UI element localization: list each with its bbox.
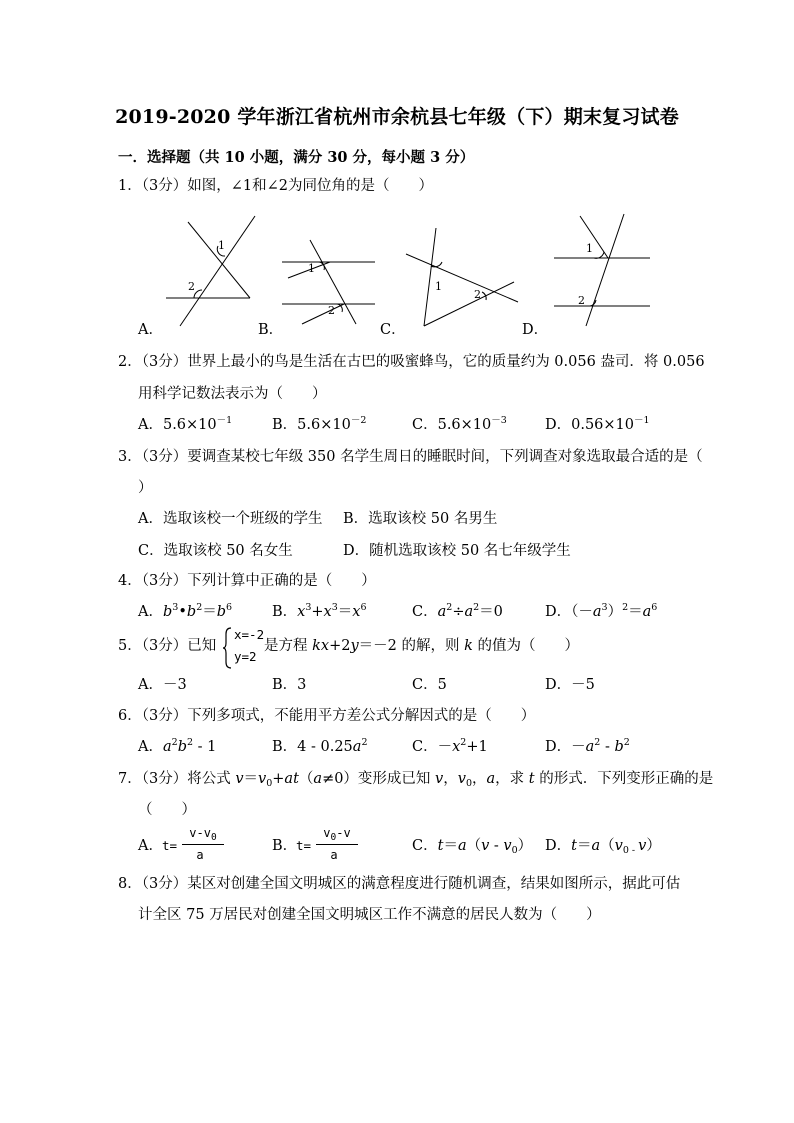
question-7-option-b-denominator: a bbox=[330, 848, 338, 862]
question-7-option-c: C．$t=a(v - v_0)$ bbox=[412, 838, 533, 856]
question-1-text: 1．（3分）如图，∠1和∠2为同位角的是（ ） bbox=[118, 178, 433, 194]
angle-label-2: 2 bbox=[188, 280, 195, 293]
question-5-option-d: D．－5 bbox=[545, 677, 595, 693]
question-8-line-2: 计全区 75 万居民对创建全国文明城区工作不满意的居民人数为（ ） bbox=[138, 907, 601, 923]
question-5-option-a: A．－3 bbox=[138, 677, 187, 693]
equation-system-brace bbox=[222, 626, 232, 670]
angle-label-1: 1 bbox=[218, 239, 225, 252]
question-6-option-b: B．$4 - 0.25a^2$ bbox=[272, 737, 368, 755]
question-7-option-a-lhs: t= bbox=[162, 838, 178, 853]
question-5-text: 是方程 kx+2y＝－2 的解，则 k 的值为（ ） bbox=[264, 638, 580, 654]
angle-label-1: 1 bbox=[308, 262, 315, 275]
question-4-option-d: D．$(-a^3)^2=a^6$ bbox=[545, 602, 658, 620]
question-7-option-a-label: A． bbox=[138, 838, 163, 854]
question-6-text: 6．（3分）下列多项式，不能用平方差公式分解因式的是（ ） bbox=[118, 708, 536, 724]
figure-b bbox=[282, 240, 375, 324]
question-7-option-a-fraction-bar bbox=[182, 844, 224, 845]
question-6-option-a: A．$a^2b^2 - 1$ bbox=[138, 737, 217, 755]
question-6-option-d: D．$-a^2 - b^2$ bbox=[545, 737, 630, 755]
question-4-option-b: B．$x^3+x^3=x^6$ bbox=[272, 602, 367, 620]
figure-label-a: A． bbox=[138, 322, 163, 338]
question-7-option-b-label: B． bbox=[272, 838, 298, 854]
question-7-option-d: D．$t=a(v_{0 -}$ v） bbox=[545, 838, 661, 856]
exam-title: 2019-2020 学年浙江省杭州市余杭县七年级（下）期末复习试卷 bbox=[115, 106, 679, 128]
question-3-option-b: B．选取该校 50 名男生 bbox=[343, 511, 498, 527]
figure-d bbox=[554, 214, 650, 326]
question-5-option-c: C．5 bbox=[412, 677, 447, 693]
angle-label-1: 1 bbox=[435, 280, 442, 293]
angle-label-2: 2 bbox=[578, 294, 585, 307]
equation-system-line-2: y=2 bbox=[234, 649, 257, 664]
question-3-option-c: C．选取该校 50 名女生 bbox=[138, 543, 293, 559]
question-7-line-2: （ ） bbox=[138, 802, 196, 818]
question-4-option-c: C．$a^2\div a^2=0$ bbox=[412, 602, 503, 620]
angle-label-2: 2 bbox=[474, 288, 481, 301]
angle-label-1: 1 bbox=[586, 242, 593, 255]
figure-label-d: D． bbox=[522, 322, 549, 338]
question-3-option-d: D．随机选取该校 50 名七年级学生 bbox=[343, 543, 571, 559]
question-4-text: 4．（3分）下列计算中正确的是（ ） bbox=[118, 573, 376, 589]
question-6-option-c: C．$-x^2+1$ bbox=[412, 737, 488, 755]
question-7-line-1: 7．（3分）将公式 $v=v_0+at(a\ne 0)$变形成已知 v，$v_0$，a，求 t 的形式．下列变形正确的是 bbox=[118, 771, 714, 789]
question-7-option-a-denominator: a bbox=[196, 848, 204, 862]
angle-label-2: 2 bbox=[328, 304, 335, 317]
question-8-line-1: 8．（3分）某区对创建全国文明城区的满意程度进行随机调查，结果如图所示，据此可估 bbox=[118, 876, 681, 892]
equation-system-line-1: x=-2 bbox=[234, 627, 265, 642]
section-heading: 一．选择题（共 10 小题，满分 30 分，每小题 3 分） bbox=[118, 149, 475, 166]
question-2-option-c: C．$5.6\times 10^{-3}$ bbox=[412, 415, 507, 433]
question-7-option-a-numerator: $v-v_0$ bbox=[189, 826, 217, 843]
question-5-prefix: 5．（3分）已知 bbox=[118, 638, 217, 654]
question-7-option-b-numerator: $v_0-v$ bbox=[323, 826, 351, 843]
question-2-option-d: D．$0.56\times 10^{-1}$ bbox=[545, 415, 650, 433]
figure-label-b: B． bbox=[258, 322, 284, 338]
question-2-line-2: 用科学记数法表示为（ ） bbox=[138, 386, 327, 402]
figure-a bbox=[166, 216, 255, 326]
question-2-option-b: B．$5.6\times 10^{-2}$ bbox=[272, 415, 367, 433]
question-5-option-b: B．3 bbox=[272, 677, 307, 693]
question-3-line-1: 3．（3分）要调查某校七年级 350 名学生周日的睡眠时间，下列调查对象选取最合适的是（ bbox=[118, 449, 703, 465]
figure-label-c: C． bbox=[380, 322, 406, 338]
question-7-option-b-lhs: t= bbox=[296, 838, 312, 853]
question-3-line-2: ） bbox=[138, 480, 153, 496]
question-7-option-b-fraction-bar bbox=[316, 844, 358, 845]
question-3-option-a: A．选取该校一个班级的学生 bbox=[138, 511, 323, 527]
question-2-line-1: 2．（3分）世界上最小的鸟是生活在古巴的吸蜜蜂鸟，它的质量约为 0.056 盎司．将 0.056 bbox=[118, 354, 705, 370]
question-4-option-a: A．$b^3•b^2=b^6$ bbox=[138, 602, 233, 620]
figure-c bbox=[406, 228, 518, 326]
question-2-option-a: A．$5.6\times 10^{-1}$ bbox=[138, 415, 233, 433]
